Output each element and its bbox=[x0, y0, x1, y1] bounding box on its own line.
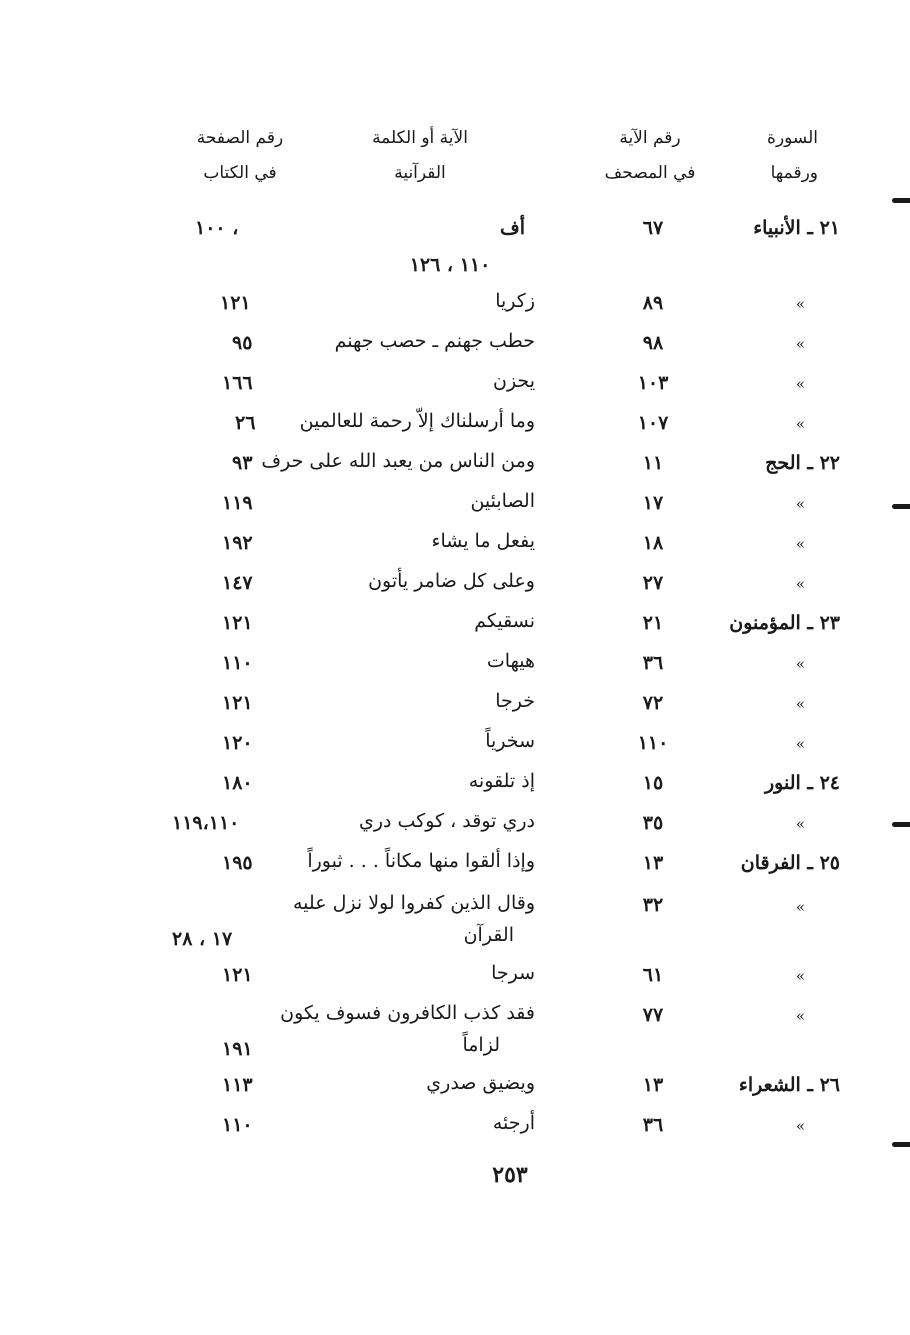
row-quran-text: خرجا bbox=[495, 690, 535, 712]
header-ayah-line2: في المصحف bbox=[604, 163, 696, 183]
page-number: ٢٥٣ bbox=[492, 1162, 528, 1188]
row-ditto-mark: » bbox=[795, 495, 805, 513]
row-page-refs: ٩٥ bbox=[232, 332, 253, 354]
row-quran-text: هيهات bbox=[486, 650, 535, 672]
row-quran-text: دري توقد ، كوكب دري bbox=[358, 810, 535, 832]
row-page-refs: ١١٩،١١٠ bbox=[172, 812, 240, 834]
row-page-refs: ١١٣ bbox=[222, 1074, 253, 1096]
header-surah-line2: ورقمها bbox=[770, 163, 818, 183]
row-ayah-number: ٧٧ bbox=[642, 1004, 664, 1026]
row-surah: ٢٦ ـ الشعراء bbox=[738, 1074, 840, 1096]
row-quran-text: أرجئه bbox=[492, 1112, 535, 1134]
header-surah-line1: السورة bbox=[767, 128, 818, 148]
row-page-refs: ١١٠ bbox=[222, 652, 253, 674]
row-page-refs: ٢٦ bbox=[235, 412, 256, 434]
row-surah: ٢٤ ـ النور bbox=[764, 772, 840, 794]
row-ditto-mark: » bbox=[795, 575, 805, 593]
row-ayah-number: ٢٧ bbox=[642, 572, 664, 594]
row-ayah-number: ٣٦ bbox=[642, 652, 664, 674]
header-page-line1: رقم الصفحة bbox=[196, 128, 284, 148]
row-page-refs: ١٩٥ bbox=[222, 852, 253, 874]
row-ayah-number: ٣٥ bbox=[642, 812, 664, 834]
row-ditto-mark: » bbox=[795, 655, 805, 673]
row-page-refs: ١٨٠ bbox=[222, 772, 253, 794]
scan-edge-mark bbox=[892, 1142, 910, 1147]
row-ditto-mark: » bbox=[795, 375, 805, 393]
row-page-refs: ٩٣ bbox=[232, 452, 253, 474]
row-ayah-number: ١٧ bbox=[642, 492, 664, 514]
row-ayah-number: ١٣ bbox=[642, 852, 664, 874]
row-ayah-number: ٨٩ bbox=[642, 292, 664, 314]
row-quran-text: وقال الذين كفروا لولا نزل عليه bbox=[293, 892, 535, 914]
row-surah: ٢٢ ـ الحج bbox=[765, 452, 840, 474]
row-ditto-mark: » bbox=[795, 815, 805, 833]
row-page-refs: ١٢٠ bbox=[222, 732, 253, 754]
row-page-refs: ١٩١ bbox=[222, 1038, 253, 1060]
row-page-refs-continued: ١١٠ ، ١٢٦ bbox=[409, 254, 491, 276]
row-quran-text: الصابئين bbox=[470, 490, 535, 512]
row-ayah-number: ٧٢ bbox=[642, 692, 664, 714]
row-ayah-number: ١١ bbox=[642, 452, 664, 474]
row-ayah-number: ١٠٣ bbox=[637, 372, 669, 394]
row-page-refs: ١٩٢ bbox=[222, 532, 253, 554]
row-ditto-mark: » bbox=[795, 1007, 805, 1025]
row-quran-text: أف bbox=[500, 217, 525, 239]
row-ditto-mark: » bbox=[795, 415, 805, 433]
row-quran-text: زكريا bbox=[495, 290, 535, 312]
row-page-refs: ١١٠ bbox=[222, 1114, 253, 1136]
row-ayah-number: ١٨ bbox=[642, 532, 664, 554]
row-ditto-mark: » bbox=[795, 295, 805, 313]
row-quran-text: وإذا ألقوا منها مكاناً . . . ثبوراً bbox=[307, 850, 535, 872]
row-quran-text: فقد كذب الكافرون فسوف يكون bbox=[280, 1002, 535, 1024]
row-page-refs: ١٢١ bbox=[220, 292, 251, 314]
row-ayah-number: ١١٠ bbox=[637, 732, 669, 754]
row-quran-text: يحزن bbox=[493, 370, 535, 392]
header-page-line2: في الكتاب bbox=[203, 163, 277, 183]
row-ditto-mark: » bbox=[795, 695, 805, 713]
scan-edge-mark bbox=[892, 198, 910, 203]
scan-edge-mark bbox=[892, 822, 910, 827]
row-page-refs: ١٠٠ ، bbox=[195, 217, 239, 239]
row-quran-text: حطب جهنم ـ حصب جهنم bbox=[334, 330, 535, 352]
row-quran-text: ومن الناس من يعبد الله على حرف bbox=[261, 450, 535, 472]
row-ditto-mark: » bbox=[795, 735, 805, 753]
row-ayah-number: ٣٦ bbox=[642, 1114, 664, 1136]
row-page-refs: ١٢١ bbox=[222, 964, 253, 986]
row-page-refs: ١٦٦ bbox=[222, 372, 253, 394]
row-page-refs: ١٢١ bbox=[222, 612, 253, 634]
row-ditto-mark: » bbox=[795, 335, 805, 353]
row-ayah-number: ٣٢ bbox=[642, 894, 664, 916]
row-quran-text: نسقيكم bbox=[474, 610, 535, 632]
row-quran-text: سخرياً bbox=[485, 730, 535, 752]
row-quran-text: سرجا bbox=[491, 962, 535, 984]
row-surah: ٢١ ـ الأنبياء bbox=[753, 217, 840, 239]
row-ditto-mark: » bbox=[795, 898, 805, 916]
row-page-refs: ١٤٧ bbox=[222, 572, 253, 594]
row-surah: ٢٣ ـ المؤمنون bbox=[729, 612, 840, 634]
row-ayah-number: ١٠٧ bbox=[637, 412, 669, 434]
row-ayah-number: ١٣ bbox=[642, 1074, 664, 1096]
row-ayah-number: ٦١ bbox=[642, 964, 664, 986]
row-quran-text-continued: لزاماً bbox=[462, 1034, 500, 1056]
row-quran-text: ويضيق صدري bbox=[426, 1072, 535, 1094]
row-page-refs: ١٧ ، ٢٨ bbox=[172, 928, 233, 950]
row-quran-text: وما أرسلناك إلاّ رحمة للعالمين bbox=[299, 410, 535, 432]
row-ayah-number: ٦٧ bbox=[642, 217, 664, 239]
row-ayah-number: ٩٨ bbox=[642, 332, 664, 354]
row-ayah-number: ١٥ bbox=[642, 772, 664, 794]
row-page-refs: ١٢١ bbox=[222, 692, 253, 714]
row-ditto-mark: » bbox=[795, 535, 805, 553]
row-ayah-number: ٢١ bbox=[642, 612, 664, 634]
header-ayah-line1: رقم الآية bbox=[619, 128, 681, 148]
row-quran-text-continued: القرآن bbox=[463, 924, 514, 946]
header-text-line2: القرآنية bbox=[394, 163, 446, 183]
row-ditto-mark: » bbox=[795, 967, 805, 985]
row-page-refs: ١١٩ bbox=[222, 492, 253, 514]
scan-edge-mark bbox=[892, 504, 910, 509]
header-text-line1: الآية أو الكلمة bbox=[372, 128, 468, 148]
row-ditto-mark: » bbox=[795, 1117, 805, 1135]
row-quran-text: إذ تلقونه bbox=[468, 770, 535, 792]
row-surah: ٢٥ ـ الفرقان bbox=[740, 852, 840, 874]
row-quran-text: يفعل ما يشاء bbox=[431, 530, 535, 552]
row-quran-text: وعلى كل ضامر يأتون bbox=[368, 570, 535, 592]
